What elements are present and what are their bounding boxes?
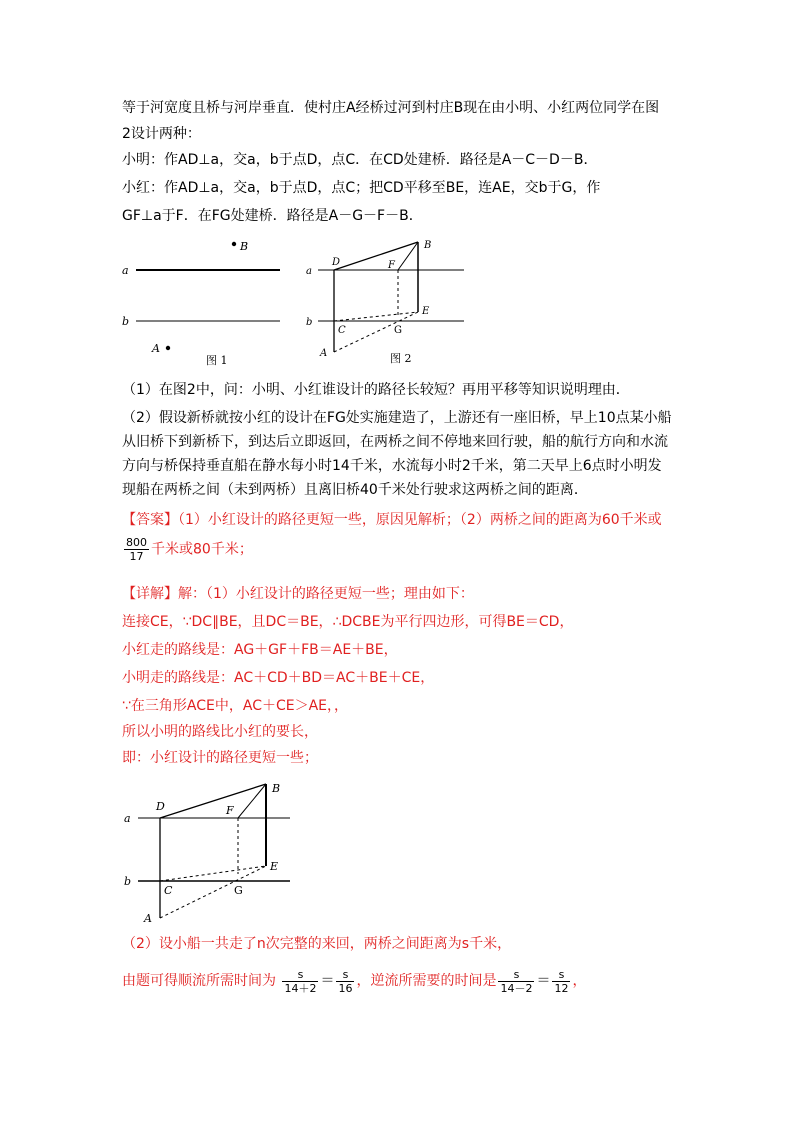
- fig2-label-A: A: [320, 348, 328, 359]
- frac2-num: s: [336, 968, 354, 982]
- detail-part2-line-2: [122, 966, 586, 996]
- detail-p3b: ，逆流所需要的时间是: [356, 973, 497, 989]
- fig1-label-b: b: [122, 315, 130, 328]
- frac1-num: s: [282, 968, 318, 982]
- detail-part2-line-1: （2）设小船一共走了n次完整的来回，两桥之间距离为s千米，: [122, 936, 512, 952]
- answer-line-1: [122, 510, 662, 530]
- detail-line-5: 所以小明的路线比小红的要长，: [122, 724, 318, 740]
- answer-line-2: [122, 536, 253, 563]
- fig2-caption: 图 2: [390, 352, 412, 365]
- question-2-line-3: 方向与桥保持垂直船在静水每小时14千米，水流每小时2千米，第二天早上6点时小明发: [122, 458, 662, 474]
- fig1-label-B: B: [240, 240, 249, 253]
- fraction-downstream-simplified: [336, 968, 354, 995]
- fig2-label-C: C: [338, 325, 346, 336]
- frac4-num: s: [552, 968, 570, 982]
- eq-sign-1: ＝: [320, 973, 335, 989]
- detail-line-6: 即：小红设计的路径更短一些；: [122, 750, 318, 766]
- fraction-upstream: [498, 968, 534, 995]
- figure-1: [118, 232, 298, 370]
- detail-intro: 解：（1）小红设计的路径更短一些；理由如下：: [178, 586, 474, 602]
- problem-line-4: 小红：作AD⊥a，交a，b于点D，点C；把CD平移至BE，连AE，交b于G，作: [122, 180, 601, 196]
- frac3-num: s: [498, 968, 534, 982]
- frac3-den: 14－2: [500, 981, 533, 995]
- fig3-label-a: a: [124, 812, 131, 825]
- answer-text-1: （1）小红设计的路径更短一些，原因见解析；（2）两桥之间的距离为60千米或: [178, 512, 662, 528]
- fig1-caption: 图 1: [206, 354, 228, 367]
- fraction-downstream: [282, 968, 318, 995]
- answer-text-2: 千米或80千米；: [151, 541, 253, 558]
- fig3-label-E: E: [270, 860, 279, 873]
- question-2-line-4: 现船在两桥之间（未到两桥）且离旧桥40千米处行驶求这两桥之间的距离．: [122, 482, 588, 498]
- fig2-label-a: a: [306, 266, 312, 277]
- problem-line-2: 2设计两种：: [122, 126, 201, 142]
- detail-tag: 【详解】: [122, 586, 178, 602]
- fig2-label-B: B: [424, 240, 432, 251]
- detail-intro-line: [122, 584, 474, 604]
- detail-line-2: 小红走的路线是：AG＋GF＋FB＝AE＋BE，: [122, 642, 398, 658]
- fig3-label-b: b: [124, 875, 132, 888]
- fig2-label-D: D: [332, 257, 341, 268]
- question-2-line-2: 从旧桥下到新桥下，到达后立即返回，在两桥之间不停地来回行驶，船的航行方向和水流: [122, 434, 668, 450]
- frac2-den: 16: [338, 981, 353, 995]
- question-1: （1）在图2中，问：小明、小红谁设计的路径长较短？再用平移等知识说明理由．: [122, 382, 630, 398]
- fig1-label-A: A: [152, 342, 160, 355]
- problem-line-1: 等于河宽度且桥与河岸垂直．使村庄A经桥过河到村庄B现在由小明、小红两位同学在图: [122, 100, 660, 116]
- fig2-label-F: F: [388, 260, 395, 271]
- fig2-label-b: b: [306, 317, 313, 328]
- problem-line-5: GF⊥a于F．在FG处建桥．路径是A－G－F－B．: [122, 208, 423, 224]
- problem-line-3: 小明：作AD⊥a，交a，b于点D，点C．在CD处建桥．路径是A－C－D－B．: [122, 152, 598, 168]
- fraction-upstream-simplified: [552, 968, 570, 995]
- question-2-line-1: （2）假设新桥就按小红的设计在FG处实施建造了，上游还有一座旧桥，早上10点某小船: [122, 410, 672, 426]
- answer-fraction: [124, 536, 149, 563]
- detail-line-4: ∵在三角形ACE中，AC＋CE＞AE，，: [122, 698, 349, 714]
- frac1-den: 14＋2: [284, 981, 317, 995]
- detail-p3c: ，: [572, 973, 587, 989]
- frac4-den: 12: [554, 981, 569, 995]
- detail-p3a: 由题可得顺流所需时间为: [122, 973, 276, 989]
- figure-2: [302, 232, 472, 370]
- detail-line-1: 连接CE，∵DC∥BE，且DC＝BE，∴DCBE为平行四边形，可得BE＝CD，: [122, 614, 574, 630]
- fig3-label-G: G: [234, 884, 243, 897]
- fig1-label-a: a: [122, 264, 129, 277]
- fig3-label-F: F: [226, 804, 234, 817]
- fig3-label-A: A: [144, 912, 152, 925]
- fig2-label-G: G: [394, 325, 402, 336]
- fig3-label-C: C: [164, 884, 173, 897]
- answer-frac-num: 800: [126, 536, 147, 549]
- answer-tag: 【答案】: [122, 512, 178, 528]
- fig2-label-E: E: [422, 306, 430, 317]
- detail-line-3: 小明走的路线是：AC＋CD＋BD＝AC＋BE＋CE，: [122, 670, 435, 686]
- fig3-label-D: D: [156, 800, 165, 813]
- eq-sign-2: ＝: [536, 973, 551, 989]
- answer-frac-den: 17: [129, 550, 144, 563]
- figure-3: [118, 774, 298, 926]
- fig3-label-B: B: [272, 782, 281, 795]
